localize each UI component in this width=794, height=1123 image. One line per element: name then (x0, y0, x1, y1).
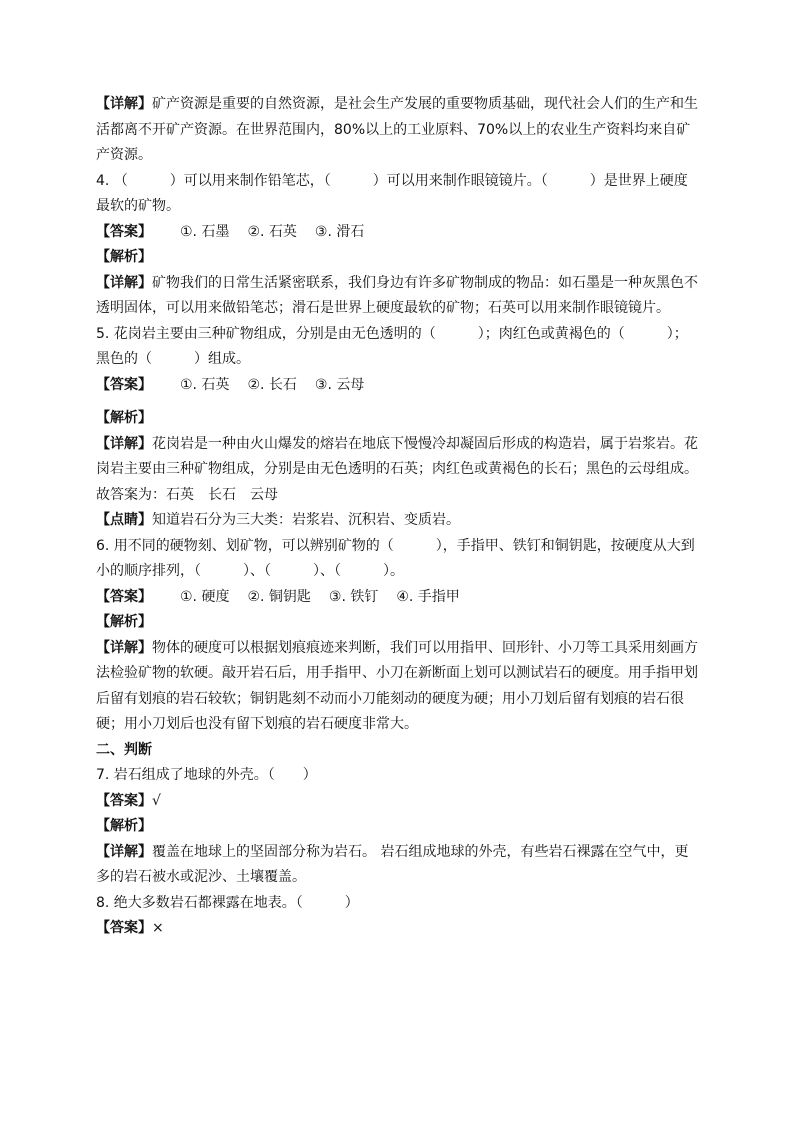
detail-paragraph (96, 92, 698, 169)
answer-tag: 【答案】 (96, 223, 152, 240)
detail-text: 矿产资源是重要的自然资源，是社会生产发展的重要物质基础，现代社会人们的生产和生活都离不开矿产资源。在世界范围内，80%以上的工业原料、70%以上的农业生产资料均来自矿产资源。 (96, 96, 698, 163)
section-title: 二、判断 (96, 741, 152, 758)
answer-item: ②. 石英 (247, 223, 297, 240)
analysis-heading-q5 (96, 406, 698, 432)
detail-text: 花岗岩是一种由火山爆发的熔岩在地底下慢慢冷却凝固后形成的构造岩，属于岩浆岩。花岗岩主要由三种矿物组成，分别是由无色透明的石英；肉红色或黄褐色的长石；黑色的云母组成。 (96, 435, 698, 477)
answer-line-q8 (96, 916, 698, 942)
detail-text: 物体的硬度可以根据划痕痕迹来判断，我们可以用指甲、回形针、小刀等工具采用刻画方法检验矿物的软硬。敲开岩石后，用手指甲、小刀在新断面上划可以测试岩石的硬度。用手指甲划后留有划痕的岩石较软；铜钥匙刻不动而小刀能刻动的硬度为硬；用小刀划后留有划痕的岩石很硬；用小刀划后也没有留下划痕的岩石硬度非常大。 (96, 639, 698, 732)
detail-paragraph-q6 (96, 636, 698, 738)
detail-tag: 【详解】 (96, 843, 152, 860)
answer-tag: 【答案】 (96, 920, 152, 936)
question-6: 6. 用不同的硬物刻、划矿物，可以辨别矿物的（ ），手指甲、铁钉和铜钥匙，按硬度从大到小的顺序排列，（ ）、（ ）、（ ）。 (96, 537, 695, 579)
tip-tag: 【点睛】 (96, 512, 152, 528)
answer-item: ②. 铜钥匙 (247, 588, 311, 605)
answer-line-q5 (96, 373, 698, 399)
answer-item: ①. 石墨 (180, 223, 230, 240)
analysis-heading-q4 (96, 245, 698, 271)
document-page (96, 92, 698, 942)
analysis-tag: 【解析】 (96, 249, 152, 265)
answer-item: ③. 滑石 (314, 223, 365, 240)
answer-line-q6 (96, 585, 698, 611)
tip-text: 知道岩石分为三大类：岩浆岩、沉积岩、变质岩。 (152, 512, 460, 528)
detail-tag: 【详解】 (96, 435, 152, 452)
question-8: 8. 绝大多数岩石都裸露在地表。（ ） (96, 894, 359, 911)
answer-tag: 【答案】 (96, 588, 152, 605)
answer-item: × (152, 920, 164, 936)
analysis-heading-q7 (96, 814, 698, 840)
tip-paragraph-q5 (96, 508, 698, 534)
answer-item: √ (152, 792, 161, 809)
analysis-tag: 【解析】 (96, 614, 152, 630)
detail-paragraph-q4 (96, 271, 698, 322)
detail-paragraph-q5 (96, 432, 698, 483)
detail-tag: 【详解】 (96, 274, 152, 291)
conclusion-q5: 故答案为：石英 长石 云母 (96, 486, 278, 503)
analysis-heading-q6 (96, 610, 698, 636)
detail-paragraph-q7 (96, 840, 698, 891)
analysis-tag: 【解析】 (96, 818, 152, 834)
detail-tag: 【详解】 (96, 639, 152, 656)
answer-item: ①. 石英 (180, 376, 230, 393)
question-4: 4. （ ）可以用来制作铅笔芯，（ ）可以用来制作眼镜镜片。（ ）是世界上硬度最软的矿物。 (96, 172, 688, 214)
answer-tag: 【答案】 (96, 376, 152, 393)
analysis-tag: 【解析】 (96, 410, 152, 426)
answer-line-q7 (96, 789, 698, 815)
question-5: 5. 花岗岩主要由三种矿物组成，分别是由无色透明的（ ）；肉红色或黄褐色的（ ）；黑色的（ ）组成。 (96, 325, 688, 367)
answer-item: ③. 铁钉 (328, 588, 379, 605)
detail-text: 覆盖在地球上的坚固部分称为岩石。 岩石组成地球的外壳，有些岩石裸露在空气中，更多的岩石被水或泥沙、土壤覆盖。 (96, 843, 689, 885)
detail-text: 矿物我们的日常生活紧密联系，我们身边有许多矿物制成的物品：如石墨是一种灰黑色不透明固体，可以用来做铅笔芯；滑石是世界上硬度最软的矿物；石英可以用来制作眼镜镜片。 (96, 274, 698, 316)
answer-item: ②. 长石 (247, 376, 297, 393)
answer-item: ③. 云母 (314, 376, 365, 393)
answer-tag: 【答案】 (96, 792, 152, 809)
answer-item: ④. 手指甲 (396, 588, 460, 605)
spacer (96, 398, 698, 406)
question-7: 7. 岩石组成了地球的外壳。（ ） (96, 767, 317, 783)
answer-line-q4 (96, 220, 698, 246)
detail-tag: 【详解】 (96, 96, 152, 112)
answer-item: ①. 硬度 (180, 588, 230, 605)
